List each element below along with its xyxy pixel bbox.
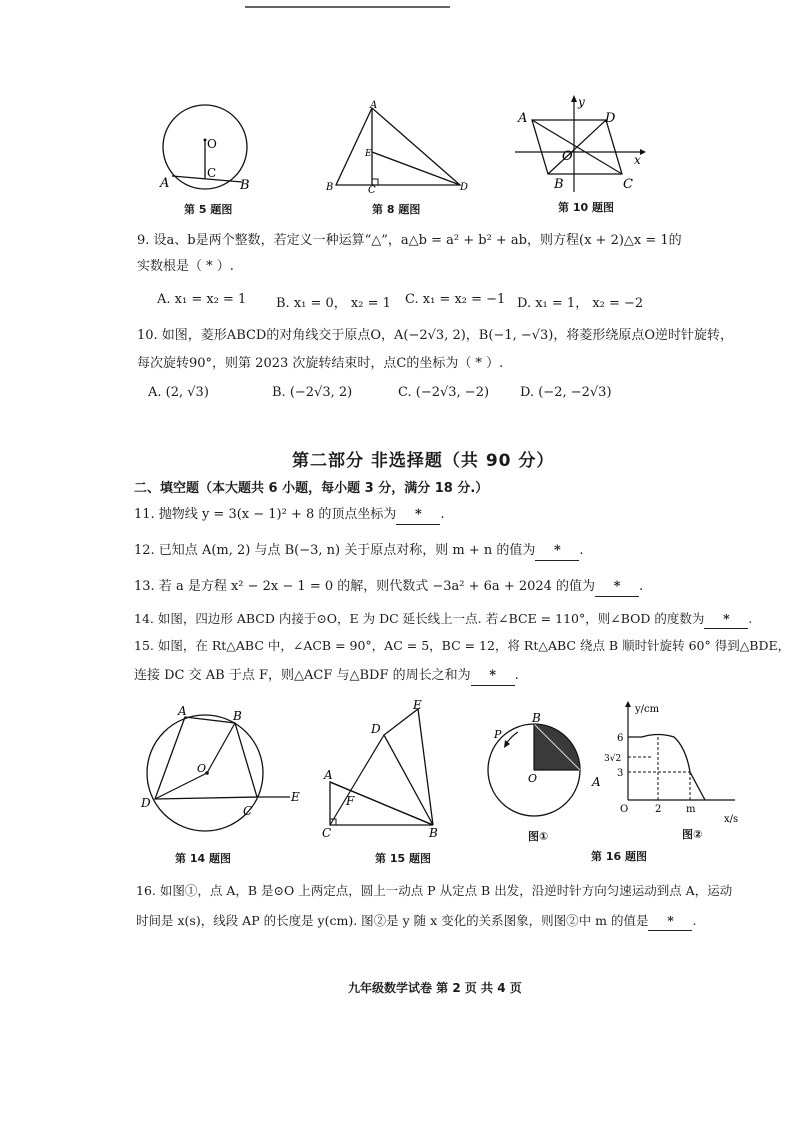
- q11-blank[interactable]: *: [396, 506, 440, 525]
- q16-end: .: [692, 913, 697, 928]
- figure-14: [135, 703, 310, 843]
- q9-option-a: A. x₁ = x₂ = 1: [157, 292, 247, 307]
- label-A: A: [160, 176, 170, 191]
- label-y: y: [578, 95, 585, 109]
- q13-blank[interactable]: *: [595, 578, 639, 597]
- q12-end: .: [579, 543, 584, 558]
- label-A: A: [592, 775, 601, 789]
- label-D: D: [141, 796, 151, 810]
- label-D: D: [460, 182, 469, 193]
- caption-fig15: 第 15 题图: [375, 852, 431, 865]
- label-P: P: [494, 728, 502, 741]
- tick-xm: m: [686, 804, 696, 815]
- q9-option-c: C. x₁ = x₂ = −1: [405, 292, 506, 307]
- label-O: O: [197, 762, 207, 775]
- label-A: A: [518, 111, 528, 126]
- label-O: O: [528, 772, 538, 785]
- label-xlabel: x/s: [724, 814, 739, 825]
- q11: [134, 506, 445, 525]
- label-B: B: [240, 178, 250, 193]
- caption-fig14: 第 14 题图: [175, 852, 231, 865]
- label-C: C: [322, 826, 332, 840]
- label-F: F: [346, 794, 355, 808]
- tick-y3: 3: [617, 768, 624, 779]
- q12-blank[interactable]: *: [535, 542, 579, 561]
- scan-top-line: [245, 6, 450, 8]
- label-A: A: [178, 704, 187, 718]
- figure-16: [480, 700, 770, 845]
- caption-fig8: 第 8 题图: [372, 203, 421, 216]
- label-B: B: [532, 711, 541, 725]
- part2-title: 第二部分 非选择题（共 90 分）: [292, 451, 555, 471]
- q14-text: 14. 如图，四边形 ABCD 内接于⊙O，E 为 DC 延长线上一点. 若∠BCE = 110°，则∠BOD 的度数为: [134, 611, 705, 626]
- caption-fig16-sub2: 图②: [682, 828, 703, 841]
- label-D: D: [605, 111, 616, 126]
- tick-y3r2: 3√2: [604, 754, 622, 764]
- q16-line1: 16. 如图①，点 A，B 是⊙O 上两定点，圆上一动点 P 从定点 B 出发，沿逆时针方向匀速运动到点 A，运动: [136, 883, 733, 898]
- figure-5: [150, 100, 270, 200]
- label-E: E: [291, 790, 300, 804]
- label-E: E: [365, 149, 372, 159]
- label-E: E: [413, 698, 422, 712]
- section2-title: 二、填空题（本大题共 6 小题，每小题 3 分，满分 18 分.）: [134, 481, 489, 496]
- q15-line1: 15. 如图，在 Rt△ABC 中，∠ACB = 90°，AC = 5，BC = 12，将 Rt△ABC 绕点 B 顺时针旋转 60° 得到△BDE，: [134, 638, 791, 653]
- label-C: C: [368, 185, 376, 195]
- caption-fig16: 第 16 题图: [591, 850, 647, 863]
- q9-option-d: D. x₁ = 1， x₂ = −2: [517, 296, 644, 311]
- label-A: A: [324, 768, 333, 782]
- q15-end: .: [514, 668, 519, 683]
- label-O: O: [562, 149, 573, 164]
- caption-fig10: 第 10 题图: [558, 201, 614, 214]
- caption-fig5: 第 5 题图: [184, 203, 233, 216]
- figure-10: [510, 92, 650, 194]
- label-x: x: [634, 153, 641, 167]
- q12: [134, 542, 584, 561]
- label-B: B: [326, 182, 334, 193]
- caption-fig16-sub1: 图①: [528, 830, 549, 843]
- q16-blank[interactable]: *: [648, 912, 692, 931]
- q12-text: 12. 已知点 A(m, 2) 与点 B(−3, n) 关于原点对称，则 m + n 的值为: [134, 543, 536, 558]
- label-C: C: [207, 166, 217, 180]
- label-A: A: [370, 100, 378, 111]
- q10-line1: 10. 如图，菱形ABCD的对角线交于原点O，A(−2√3, 2)，B(−1, −√3)，将菱形绕原点O逆时针旋转，: [137, 328, 734, 343]
- q9-line2: 实数根是（ * ）.: [137, 259, 234, 274]
- page-footer: 九年级数学试卷 第 2 页 共 4 页: [348, 981, 522, 995]
- label-O: O: [207, 137, 217, 151]
- q16-line2-wrap: [136, 912, 696, 931]
- q9-option-b: B. x₁ = 0， x₂ = 1: [276, 296, 391, 311]
- q14-end: .: [748, 611, 753, 626]
- tick-y6: 6: [617, 733, 624, 744]
- tick-x2: 2: [655, 804, 662, 815]
- q14-blank[interactable]: *: [704, 610, 748, 629]
- q10-option-b: B. (−2√3, 2): [272, 385, 353, 400]
- q10-option-a: A. (2, √3): [148, 385, 209, 400]
- label-B: B: [233, 709, 242, 723]
- q15-blank[interactable]: *: [471, 667, 515, 686]
- q15-line2-wrap: [134, 667, 519, 686]
- label-C: C: [623, 177, 633, 192]
- label-B: B: [429, 826, 438, 840]
- label-B: B: [554, 177, 564, 192]
- q13-text: 13. 若 a 是方程 x² − 2x − 1 = 0 的解，则代数式 −3a² + 6a + 2024 的值为: [134, 579, 596, 594]
- q10-line2: 每次旋转90°，则第 2023 次旋转结束时，点C的坐标为（ * ）.: [137, 356, 504, 371]
- q13-end: .: [639, 579, 644, 594]
- q16-line2: 时间是 x(s)，线段 AP 的长度是 y(cm). 图②是 y 随 x 变化的关系图象，则图②中 m 的值是: [136, 913, 649, 928]
- figure-8: [322, 100, 472, 195]
- label-ylabel: y/cm: [635, 704, 660, 715]
- q11-text: 11. 抛物线 y = 3(x − 1)² + 8 的顶点坐标为: [134, 507, 397, 522]
- figure-15: [318, 697, 448, 842]
- tick-origin: O: [620, 804, 629, 815]
- q14: [134, 610, 752, 629]
- q15-line2: 连接 DC 交 AB 于点 F，则△ACF 与△BDF 的周长之和为: [134, 668, 471, 683]
- q9-line1: 9. 设a、b是两个整数，若定义一种运算“△”，a△b = a² + b² + ab，则方程(x + 2)△x = 1的: [137, 233, 682, 248]
- label-D: D: [371, 722, 381, 736]
- q13: [134, 578, 643, 597]
- q10-option-c: C. (−2√3, −2): [398, 385, 490, 400]
- q11-end: .: [440, 507, 445, 522]
- label-C: C: [243, 804, 253, 818]
- q10-option-d: D. (−2, −2√3): [520, 385, 612, 400]
